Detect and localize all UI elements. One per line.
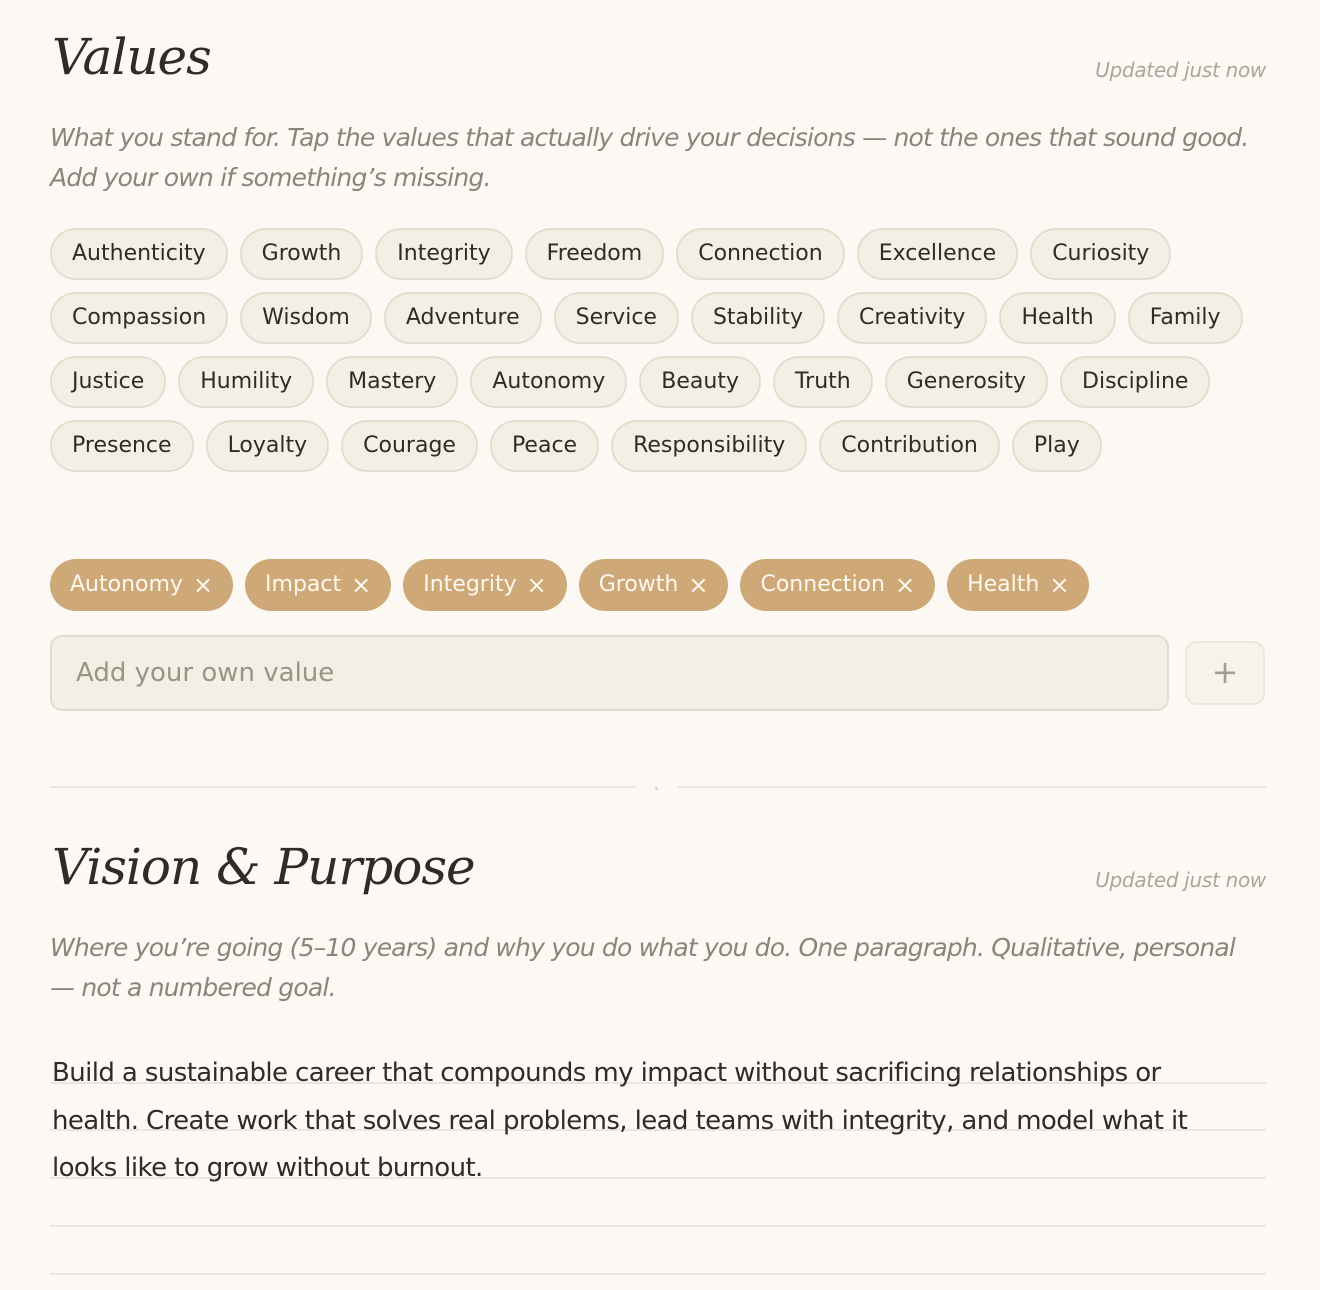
close-icon[interactable]: × (351, 571, 372, 599)
value-chip-adventure[interactable]: Adventure (384, 292, 542, 344)
value-options (50, 228, 1266, 472)
vision-updated-status: Updated just now (1095, 868, 1266, 892)
value-chip-discipline[interactable]: Discipline (1060, 356, 1210, 408)
ruled-line (50, 1225, 1266, 1227)
add-value-input[interactable] (50, 635, 1169, 711)
vision-header (50, 838, 1266, 928)
selected-chip-label: Impact (265, 572, 342, 597)
value-chip-excellence[interactable]: Excellence (857, 228, 1019, 280)
value-chip-stability[interactable]: Stability (691, 292, 825, 344)
ruled-line (50, 1273, 1266, 1275)
vision-description: Where you’re going (5–10 years) and why you do what you do. One paragraph. Qualitative, personal — not a numbered goal. (50, 933, 1236, 1002)
selected-chip-label: Health (967, 572, 1040, 597)
selected-chip-label: Integrity (423, 572, 517, 597)
value-chip-beauty[interactable]: Beauty (639, 356, 761, 408)
selected-chip-label: Growth (598, 572, 679, 597)
value-chip-peace[interactable]: Peace (490, 420, 599, 472)
selected-chip-health[interactable] (947, 559, 1089, 611)
selected-values (50, 559, 1266, 611)
value-chip-mastery[interactable]: Mastery (326, 356, 458, 408)
value-chip-compassion[interactable]: Compassion (50, 292, 228, 344)
value-chip-presence[interactable]: Presence (50, 420, 194, 472)
close-icon[interactable]: × (526, 571, 547, 599)
value-chip-curiosity[interactable]: Curiosity (1030, 228, 1171, 280)
values-description: What you stand for. Tap the values that actually drive your decisions — not the ones that sound good. Add your own if something’s missing. (50, 123, 1249, 192)
values-updated-status: Updated just now (1095, 58, 1266, 82)
value-chip-family[interactable]: Family (1128, 292, 1243, 344)
close-icon[interactable]: × (1049, 571, 1070, 599)
value-chip-loyalty[interactable]: Loyalty (206, 420, 330, 472)
divider-dot (655, 787, 658, 790)
section-divider (50, 786, 1266, 788)
add-value-button[interactable] (1185, 641, 1265, 705)
value-chip-courage[interactable]: Courage (341, 420, 478, 472)
plus-icon: + (1211, 653, 1239, 691)
add-value-row (50, 635, 1266, 711)
value-chip-generosity[interactable]: Generosity (885, 356, 1048, 408)
divider-line-right (678, 786, 1266, 788)
value-chip-contribution[interactable]: Contribution (819, 420, 1000, 472)
value-chip-integrity[interactable]: Integrity (375, 228, 512, 280)
value-chip-humility[interactable]: Humility (178, 356, 314, 408)
close-icon[interactable]: × (192, 571, 214, 599)
value-chip-wisdom[interactable]: Wisdom (240, 292, 372, 344)
value-chip-connection[interactable]: Connection (676, 228, 844, 280)
value-chip-growth[interactable]: Growth (240, 228, 364, 280)
vision-section (50, 838, 1266, 1008)
divider-line-left (50, 786, 636, 788)
value-chip-autonomy[interactable]: Autonomy (470, 356, 627, 408)
value-chip-freedom[interactable]: Freedom (525, 228, 665, 280)
value-chip-truth[interactable]: Truth (773, 356, 873, 408)
value-chip-service[interactable]: Service (554, 292, 679, 344)
selected-chip-connection[interactable] (740, 559, 935, 611)
selected-chip-label: Autonomy (70, 572, 183, 597)
selected-chip-growth[interactable] (579, 559, 729, 611)
close-icon[interactable]: × (688, 571, 709, 599)
vision-textarea[interactable]: Build a sustainable career that compounds my impact without sacrificing relationships or health. Create work that solves real problems, lead teams with integrity, and model what it looks like to grow without burnout. (52, 1058, 1188, 1183)
value-chip-creativity[interactable]: Creativity (837, 292, 987, 344)
value-chip-play[interactable]: Play (1012, 420, 1102, 472)
value-chip-responsibility[interactable]: Responsibility (611, 420, 807, 472)
selected-chip-integrity[interactable] (403, 559, 566, 611)
values-title: Values (52, 28, 211, 86)
value-chip-authenticity[interactable]: Authenticity (50, 228, 228, 280)
selected-chip-label: Connection (760, 572, 885, 597)
value-chip-justice[interactable]: Justice (50, 356, 166, 408)
vision-title: Vision & Purpose (52, 838, 475, 896)
values-header (50, 28, 1266, 118)
values-section (50, 28, 1266, 691)
value-chip-health[interactable]: Health (999, 292, 1115, 344)
close-icon[interactable]: × (894, 571, 916, 599)
selected-chip-impact[interactable] (245, 559, 391, 611)
selected-chip-autonomy[interactable] (50, 559, 233, 611)
